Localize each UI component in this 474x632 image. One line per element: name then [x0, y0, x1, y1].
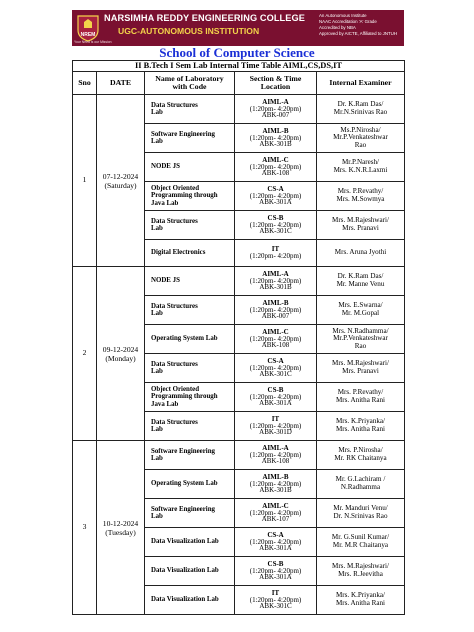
examiner-line: Mrs. Pranavi: [342, 367, 379, 375]
examiner-line: Mrs. N.Radhamma/: [332, 326, 389, 335]
examiner-line: Dr. K.Ram Das/: [337, 100, 384, 109]
lab-name-cell: [145, 528, 235, 557]
lab-name-line: Data Structures: [151, 302, 198, 310]
timetable-title: II B.Tech I Sem Lab Internal Time Table AIML,CS,DS,IT: [73, 61, 405, 72]
section-name: IT: [271, 588, 280, 597]
section-time: (1:20pm- 4:20pm): [249, 450, 302, 459]
header-lab-line: Name of Laboratory: [155, 73, 224, 83]
examiner-cell: [317, 325, 405, 354]
examiner-cell: [317, 240, 405, 267]
examiner-line: Mrs. R.Jeevitha: [338, 570, 383, 578]
table-row: [73, 95, 405, 124]
accreditation-info: [319, 13, 397, 37]
examiner-line: Ms.P.Nirosha/: [340, 125, 381, 134]
header-examiner: Internal Examiner: [317, 72, 405, 95]
examiner-line: Mrs. M.Rajeshwari/: [332, 359, 389, 368]
examiner-line: Mrs. M.Rajeshwari/: [332, 562, 389, 571]
section-cell: [235, 354, 317, 383]
examiner-line: Mrs. K.N.R.Laxmi: [333, 166, 388, 174]
section-time: (1:20pm- 4:20pm): [249, 479, 302, 488]
examiner-line: Mrs. Anitha Rani: [335, 396, 386, 404]
header-lab: [145, 72, 235, 95]
section-cell: [235, 95, 317, 124]
section-room: ABK-108: [261, 341, 290, 350]
section-room: ABK-301A: [259, 198, 292, 207]
section-name: CS-A: [267, 356, 284, 365]
lab-name-line: Object Oriented: [151, 385, 200, 393]
lab-name-line: Data Visualization Lab: [151, 567, 219, 575]
examiner-line: Mrs. K.Priyanka/: [335, 417, 386, 426]
section-room: ABK-108: [261, 169, 290, 178]
examiner-cell: [317, 182, 405, 211]
examiner-cell: [317, 354, 405, 383]
examiner-cell: [317, 441, 405, 470]
accreditation-line: NAAC Accreditation 'A' Grade: [319, 19, 377, 24]
accreditation-line: Accredited by NBA: [319, 25, 356, 30]
section-cell: [235, 441, 317, 470]
section-name: IT: [271, 245, 280, 254]
examiner-line: Rao: [354, 140, 367, 149]
header-section-line: Section & Time: [249, 73, 302, 83]
examiner-cell: [317, 586, 405, 615]
header-lab-line: with Code: [172, 82, 207, 91]
date-cell: [97, 267, 145, 441]
section-cell: [235, 267, 317, 296]
lab-name-line: NODE JS: [151, 163, 180, 171]
lab-name-line: Programming through: [151, 192, 218, 200]
section-time: (1:20pm- 4:20pm): [249, 104, 302, 113]
lab-name-line: Software Engineering: [151, 505, 215, 513]
lab-name-line: Data Structures: [151, 418, 198, 426]
lab-name-line: Lab: [151, 310, 163, 317]
lab-name-line: Object Oriented: [151, 184, 200, 192]
lab-name-line: Software Engineering: [151, 447, 215, 455]
section-room: ABK-301C: [259, 602, 292, 611]
section-room: ABK-301A: [259, 544, 292, 553]
section-cell: [235, 124, 317, 153]
lab-name-cell: [145, 296, 235, 325]
lab-name-line: Operating System Lab: [151, 335, 218, 343]
examiner-line: Rao: [354, 341, 367, 350]
lab-name-cell: [145, 586, 235, 615]
section-time: (1:20pm- 4:20pm): [249, 363, 302, 372]
section-name: AIML-C: [262, 155, 289, 164]
table-row: [73, 441, 405, 470]
section-cell: [235, 153, 317, 182]
section-name: AIML-A: [262, 269, 289, 278]
section-time: (1:20pm- 4:20pm): [249, 305, 302, 314]
section-time: (1:20pm- 4:20pm): [249, 595, 302, 604]
college-name: NARSIMHA REDDY ENGINEERING COLLEGE: [104, 13, 305, 23]
section-room: ABK-301C: [259, 370, 292, 379]
section-cell: [235, 211, 317, 240]
examiner-cell: [317, 528, 405, 557]
timetable-body: [73, 95, 405, 615]
section-room: ABK-107: [261, 515, 290, 524]
lab-name-line: Lab: [151, 368, 163, 375]
section-time: (1:20pm- 4:20pm): [249, 252, 302, 260]
lab-name-cell: [145, 441, 235, 470]
examiner-cell: [317, 412, 405, 441]
section-name: IT: [271, 414, 280, 423]
table-row: [73, 267, 405, 296]
header-section: [235, 72, 317, 95]
examiner-line: Mr. Manne Venu: [336, 280, 385, 288]
section-name: CS-B: [267, 385, 284, 394]
section-cell: [235, 182, 317, 211]
date-cell: [97, 95, 145, 267]
date-value: 10-12-2024: [102, 518, 139, 528]
lab-name-line: Lab: [151, 426, 163, 433]
lab-name-cell: [145, 95, 235, 124]
section-cell: [235, 528, 317, 557]
section-room: ABK-301A: [259, 399, 292, 408]
lab-name-line: Java Lab: [151, 400, 179, 408]
section-time: (1:20pm- 4:20pm): [249, 220, 302, 229]
institution-status: UGC-AUTONOMOUS INSTITUTION: [118, 26, 260, 36]
section-room: ABK-007: [261, 312, 290, 321]
section-time: (1:20pm- 4:20pm): [249, 276, 302, 285]
section-name: AIML-B: [262, 472, 289, 481]
section-cell: [235, 296, 317, 325]
day-value: (Saturday): [104, 180, 137, 190]
college-banner: [72, 10, 404, 46]
sno-cell: 2: [73, 267, 97, 441]
section-name: CS-B: [267, 559, 284, 568]
lab-timetable: [72, 60, 405, 615]
day-value: (Tuesday): [105, 527, 136, 537]
lab-name-line: Lab: [151, 225, 163, 232]
examiner-cell: [317, 296, 405, 325]
section-time: (1:20pm- 4:20pm): [249, 421, 302, 430]
section-name: CS-A: [267, 530, 284, 539]
lab-name-line: Java Lab: [151, 199, 179, 207]
examiner-cell: [317, 211, 405, 240]
lab-name-cell: [145, 354, 235, 383]
examiner-line: Dr. K.Ram Das/: [337, 272, 384, 281]
lab-name-line: Data Structures: [151, 360, 198, 368]
examiner-line: Mrs. Aruna Jyothi: [334, 248, 387, 257]
section-time: (1:20pm- 4:20pm): [249, 133, 302, 142]
examiner-line: Mr.N.Srinivas Rao: [333, 108, 388, 116]
section-time: (1:20pm- 4:20pm): [249, 537, 302, 546]
examiner-line: N.Radhamma: [340, 483, 381, 491]
section-time: (1:20pm- 4:20pm): [249, 191, 302, 200]
lab-name-line: Data Structures: [151, 101, 198, 109]
examiner-line: Mr. G.Lachiram /: [335, 475, 386, 484]
section-name: AIML-C: [262, 501, 289, 510]
examiner-cell: [317, 499, 405, 528]
section-room: ABK-301B: [259, 486, 292, 495]
examiner-line: Mrs. E.Swarna/: [338, 301, 383, 310]
section-name: AIML-B: [262, 298, 289, 307]
lab-name-cell: [145, 240, 235, 267]
examiner-line: Mrs. P.Revathy/: [337, 388, 384, 397]
examiner-line: Mr. M.R Chaitanya: [332, 541, 389, 549]
date-value: 09-12-2024: [102, 344, 139, 354]
header-section-line: Location: [260, 82, 291, 91]
date-value: 07-12-2024: [102, 171, 139, 181]
header-sno: Sno: [73, 72, 97, 95]
examiner-line: Mr. Manduri Venu/: [333, 504, 388, 513]
examiner-line: Mr.P.Naresh/: [341, 158, 380, 167]
section-time: (1:20pm- 4:20pm): [249, 334, 302, 343]
day-value: (Monday): [105, 353, 136, 363]
examiner-line: Mr. RK Chaitanya: [334, 454, 387, 462]
lab-name-line: Data Visualization Lab: [151, 596, 219, 604]
svg-text:NREM: NREM: [80, 32, 96, 38]
lab-name-line: Digital Electronics: [151, 249, 206, 257]
section-cell: [235, 412, 317, 441]
lab-name-line: Lab: [151, 513, 163, 520]
college-logo-icon: [75, 14, 101, 42]
examiner-line: Mr. G.Sunil Kumar/: [331, 533, 390, 542]
examiner-line: Mrs. M.Rajeshwari/: [332, 216, 389, 225]
examiner-line: Mrs. K.Priyanka/: [335, 591, 386, 600]
header-date: DATE: [97, 72, 145, 95]
examiner-cell: [317, 383, 405, 412]
lab-name-cell: [145, 383, 235, 412]
examiner-cell: [317, 124, 405, 153]
section-name: AIML-C: [262, 327, 289, 336]
section-room: ABK-301C: [259, 227, 292, 236]
section-time: (1:20pm- 4:20pm): [249, 392, 302, 401]
lab-name-cell: [145, 124, 235, 153]
lab-name-line: Operating System Lab: [151, 480, 218, 488]
section-room: ABK-007: [261, 111, 290, 120]
section-room: ABK-301B: [259, 140, 292, 149]
examiner-line: Dr. N.Srinivas Rao: [333, 512, 388, 520]
accreditation-line: An Autonomous Institute: [319, 13, 367, 18]
examiner-line: Mrs. Anitha Rani: [335, 599, 386, 607]
school-title: School of Computer Science: [159, 45, 315, 60]
date-cell: [97, 441, 145, 615]
lab-name-cell: [145, 211, 235, 240]
lab-name-line: Lab: [151, 138, 163, 145]
accreditation-line: Approved by AICTE, Affiliated to JNTUH: [319, 31, 398, 36]
lab-name-cell: [145, 499, 235, 528]
section-name: CS-A: [267, 184, 284, 193]
lab-name-cell: [145, 182, 235, 211]
section-time: (1:20pm- 4:20pm): [249, 508, 302, 517]
section-cell: [235, 325, 317, 354]
section-cell: [235, 470, 317, 499]
section-room: ABK-301B: [259, 283, 292, 292]
examiner-line: Mrs. M.Sowmya: [336, 195, 385, 203]
sno-cell: 1: [73, 95, 97, 267]
section-cell: [235, 240, 317, 267]
lab-name-cell: [145, 470, 235, 499]
sno-cell: 3: [73, 441, 97, 615]
examiner-line: Mr. M.Gopal: [341, 309, 380, 317]
examiner-line: Mrs. P.Revathy/: [337, 187, 384, 196]
examiner-line: Mrs. Anitha Rani: [335, 425, 386, 433]
examiner-cell: [317, 153, 405, 182]
examiner-line: Mrs. P.Nirosha/: [338, 446, 383, 455]
lab-name-cell: [145, 325, 235, 354]
section-name: AIML-A: [262, 443, 289, 452]
section-name: AIML-A: [262, 97, 289, 106]
section-time: (1:20pm- 4:20pm): [249, 162, 302, 171]
section-room: ABK-301D: [259, 428, 292, 437]
section-cell: [235, 383, 317, 412]
lab-name-line: Lab: [151, 109, 163, 116]
lab-name-line: Lab: [151, 455, 163, 462]
examiner-cell: [317, 95, 405, 124]
lab-name-line: Programming through: [151, 393, 218, 401]
examiner-cell: [317, 557, 405, 586]
section-cell: [235, 499, 317, 528]
lab-name-line: NODE JS: [151, 277, 180, 285]
examiner-cell: [317, 470, 405, 499]
examiner-line: Mrs. Pranavi: [342, 224, 379, 232]
lab-name-line: Data Structures: [151, 217, 198, 225]
lab-name-cell: [145, 267, 235, 296]
examiner-cell: [317, 267, 405, 296]
section-room: ABK-108: [261, 457, 290, 466]
lab-name-cell: [145, 412, 235, 441]
section-name: AIML-B: [262, 126, 289, 135]
college-tagline: Your Need is our Mission: [74, 40, 112, 44]
section-time: (1:20pm- 4:20pm): [249, 566, 302, 575]
section-name: CS-B: [267, 213, 284, 222]
section-room: ABK-301A: [259, 573, 292, 582]
examiner-line: Mr.P.Venkateshwar: [333, 133, 388, 142]
section-cell: [235, 586, 317, 615]
section-cell: [235, 557, 317, 586]
examiner-line: Mr.P.Venkateshwar: [333, 334, 388, 343]
lab-name-line: Software Engineering: [151, 130, 215, 138]
lab-name-line: Data Visualization Lab: [151, 538, 219, 546]
lab-name-cell: [145, 557, 235, 586]
lab-name-cell: [145, 153, 235, 182]
